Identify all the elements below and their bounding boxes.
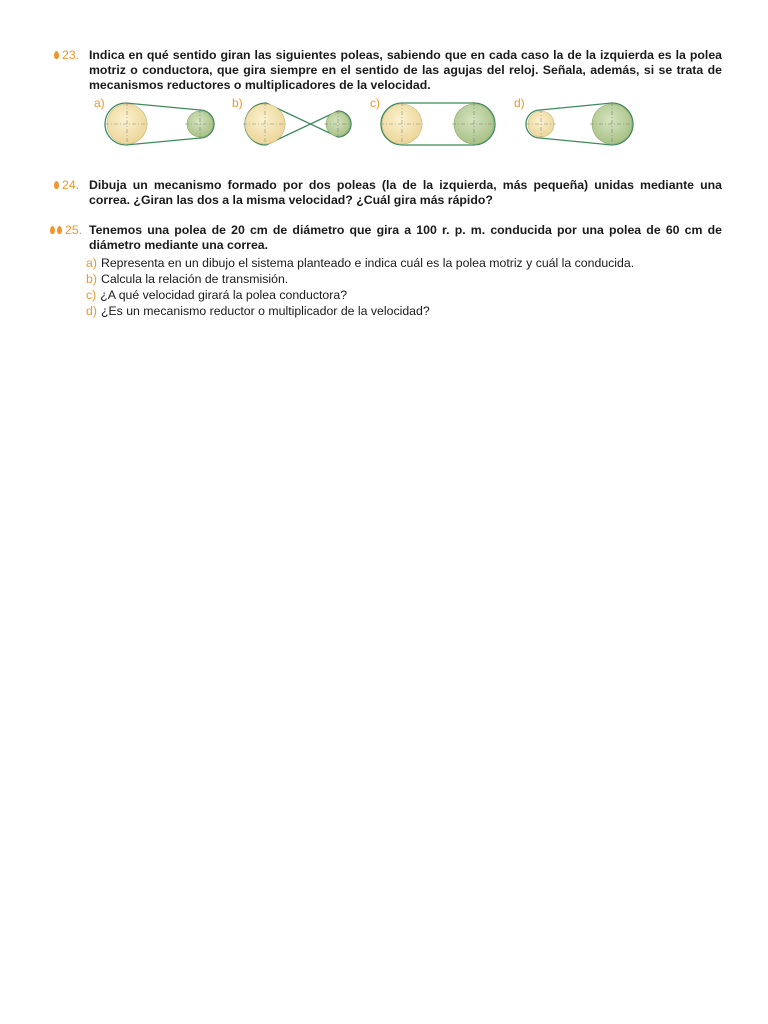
exercise-25-subitems [54,255,722,319]
driven-pulley [326,112,350,136]
exercise-text: Dibuja un mecanismo formado por dos poleas (la de la izquierda, más pequeña) unidas mediante una correa. ¿Giran las dos a la misma velocidad? ¿Cuál gira más rápido? [89,178,722,207]
exercise-23 [54,48,722,93]
figure-d-label: d) [514,96,525,110]
list-item [86,271,722,287]
item-letter: a) [86,256,97,270]
figure-d [514,96,634,146]
difficulty-dot-icon [50,226,55,234]
figure-a [94,96,215,146]
exercise-number: 24. [62,178,80,192]
difficulty-marker [54,48,79,63]
item-text: ¿A qué velocidad girará la polea conductora? [100,288,348,302]
exercise-24-statement [54,178,722,208]
exercise-25 [54,223,722,319]
figure-a-label: a) [94,96,105,110]
exercise-25-statement [54,223,722,253]
figure-b [232,96,352,146]
exercise-23-statement [54,48,722,93]
exercise-text: Tenemos una polea de 20 cm de diámetro que gira a 100 r. p. m. conducida por una polea de 60 cm de diámetro mediante una correa. [89,223,722,252]
exercise-number: 25. [65,223,83,237]
item-text: Calcula la relación de transmisión. [100,272,289,286]
list-item [86,303,722,319]
item-text: ¿Es un mecanismo reductor o multiplicador de la velocidad? [100,304,430,318]
list-item [86,287,722,303]
item-letter: b) [86,272,97,286]
item-letter: c) [86,288,97,302]
difficulty-dot-icon [54,181,59,189]
pulley-diagrams-svg [92,96,652,152]
item-letter: d) [86,304,97,318]
difficulty-marker [50,223,82,238]
difficulty-marker [54,178,79,193]
exercise-24 [54,178,722,208]
exercise-number: 23. [62,48,80,62]
item-text: Representa en un dibujo el sistema planteado e indica cuál es la polea motriz y cuál la conducida. [100,256,635,270]
figure-c [370,96,496,146]
exercise-text: Indica en qué sentido giran las siguientes poleas, sabiendo que en cada caso la de la izquierda es la polea motriz o conductora, que gira siempre en el sentido de las agujas del reloj. Señala, además, si se trata de mecanismos reductores o multiplicadores de la velocidad. [89,48,722,92]
difficulty-dot-icon [57,226,62,234]
pulley-diagrams [92,96,652,152]
figure-c-label: c) [370,96,380,110]
figure-b-label: b) [232,96,243,110]
difficulty-dot-icon [54,51,59,59]
list-item [86,255,722,271]
